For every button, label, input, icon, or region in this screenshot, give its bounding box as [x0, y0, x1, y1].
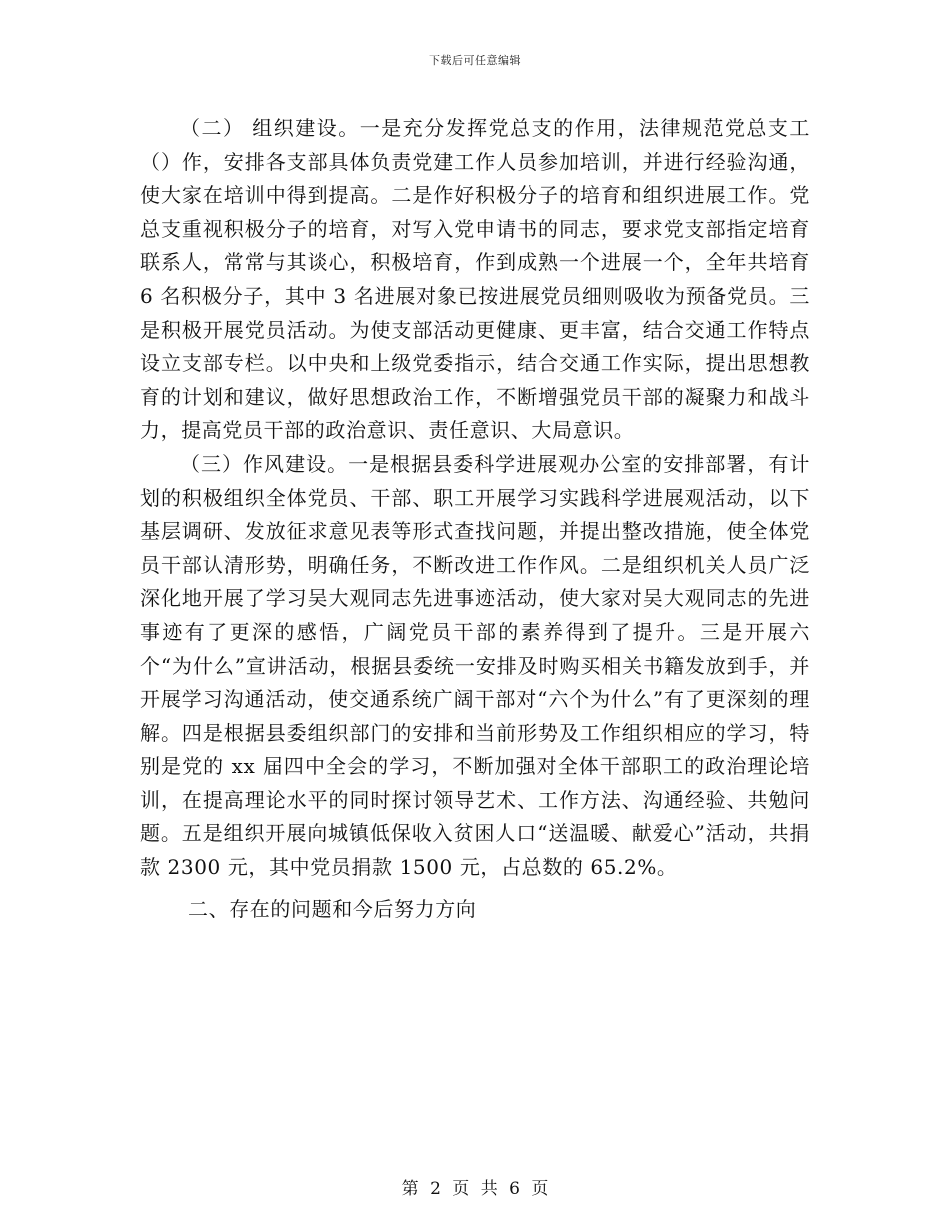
- paragraph-work-style-building: （三）作风建设。一是根据县委科学进展观办公室的安排部署，有计划的积极组织全体党员、干部、职工开展学习实践科学进展观活动，以下基层调研、发放征求意见表等形式查找问题，并提出整改措施，使全体党员干部认清形势，明确任务，不断改进工作作风。二是组织机关人员广泛深化地开展了学习吴大观同志先进事迹活动，使大家对吴大观同志的先进事迹有了更深的感悟，广阔党员干部的素养得到了提升。三是开展六个“为什么”宣讲活动，根据县委统一安排及时购买相关书籍发放到手，并开展学习沟通活动，使交通系统广阔干部对“六个为什么”有了更深刻的理解。四是根据县委组织部门的安排和当前形势及工作组织相应的学习，特别是党的 xx 届四中全会的学习，不断加强对全体干部职工的政治理论培训，在提高理论水平的同时探讨领导艺术、工作方法、沟通经验、共勉问题。五是组织开展向城镇低保收入贫困人口“送温暖、献爱心”活动，共捐款 2300 元，其中党员捐款 1500 元，占总数的 65.2%。: [140, 451, 810, 880]
- page-number-footer: 第 2 页 共 6 页: [401, 1179, 549, 1199]
- document-body: [140, 112, 810, 926]
- page-header-note: 下载后可任意编辑: [429, 54, 521, 67]
- section-heading-problems: 二、存在的问题和今后努力方向: [188, 896, 477, 921]
- paragraph-organization-building: （二） 组织建设。一是充分发挥党总支的作用，法律规范党总支工（）作，安排各支部具体负责党建工作人员参加培训，并进行经验沟通，使大家在培训中得到提高。二是作好积极分子的培育和组织进展工作。党总支重视积极分子的培育，对写入党申请书的同志，要求党支部指定培育联系人，常常与其谈心，积极培育，作到成熟一个进展一个，全年共培育 6 名积极分子，其中 3 名进展对象已按进展党员细则吸收为预备党员。三是积极开展党员活动。为使支部活动更健康、更丰富，结合交通工作特点设立支部专栏。以中央和上级党委指示，结合交通工作实际，提出思想教育的计划和建议，做好思想政治工作，不断增强党员干部的凝聚力和战斗力，提高党员干部的政治意识、责任意识、大局意识。: [140, 116, 810, 443]
